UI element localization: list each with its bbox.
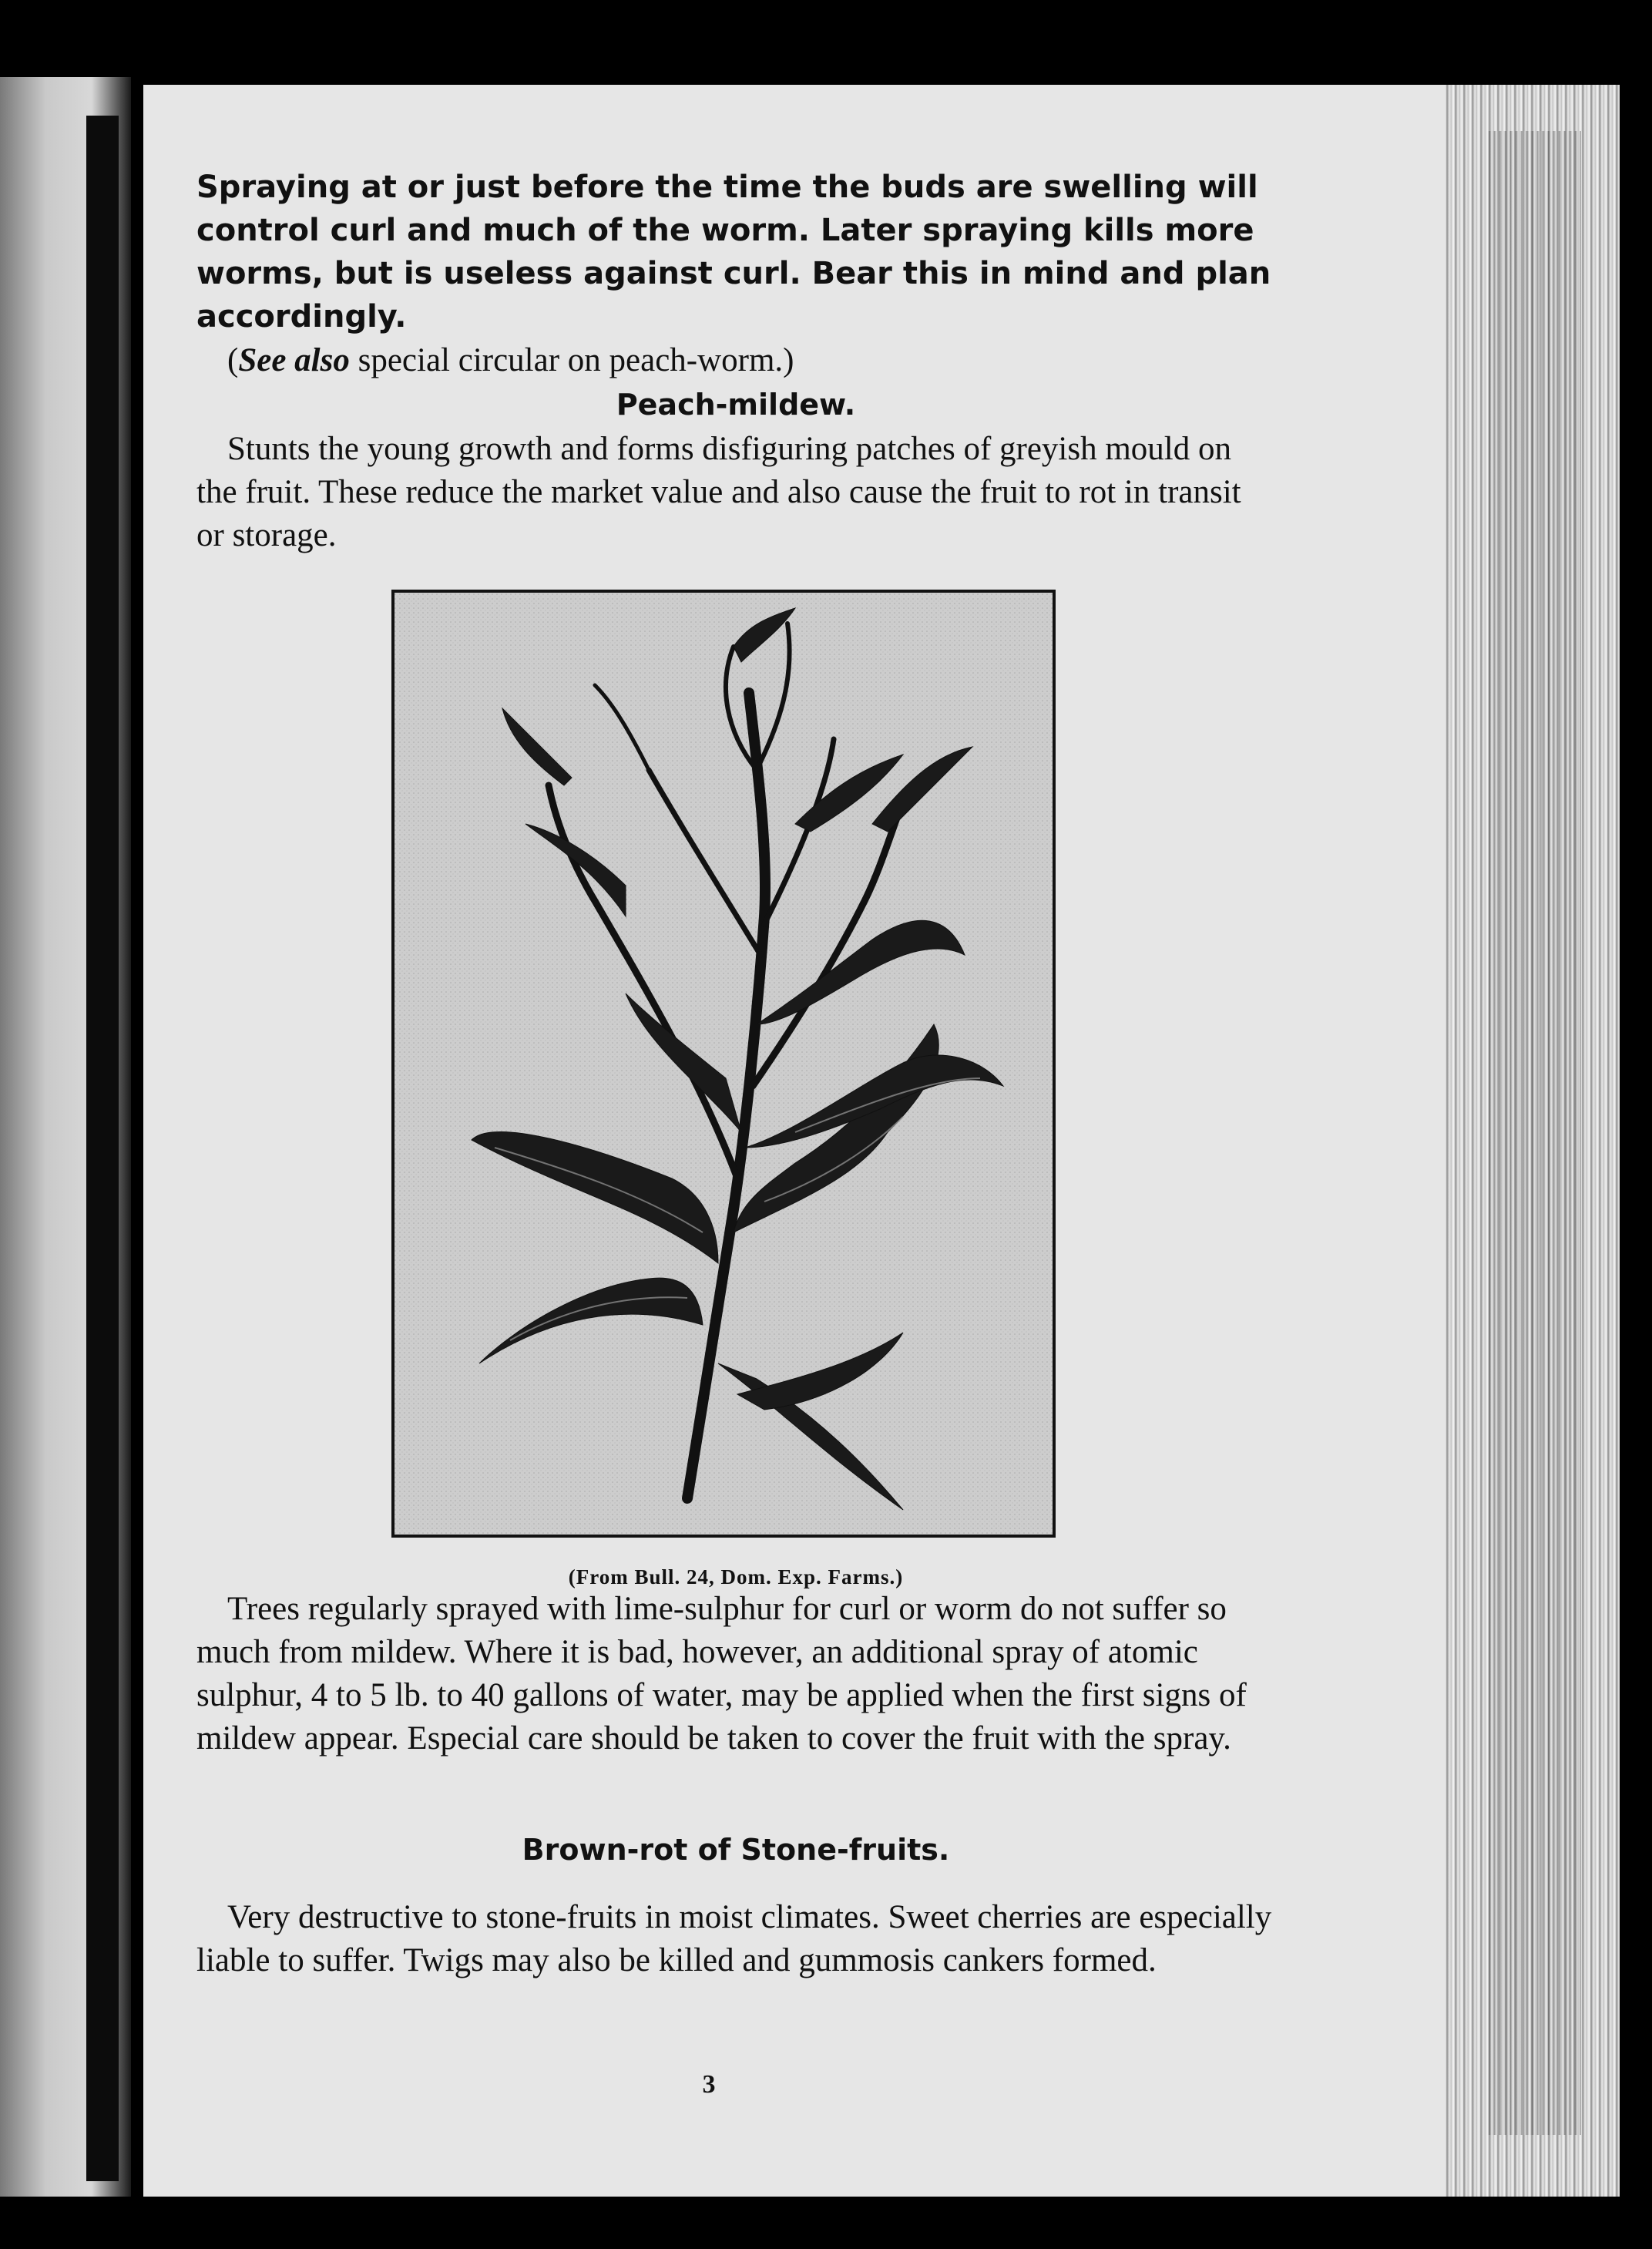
figure-peach-mildew-twig: [391, 590, 1056, 1538]
paragraph-mildew: Stunts the young growth and forms disfiguring patches of greyish mould on the fruit. These reduce the market value and also cause the fruit to rot in transit or storage.: [196, 431, 1241, 553]
see-also-note: [227, 339, 1306, 382]
page-number: 3: [702, 2070, 716, 2099]
see-also-open-paren: (: [227, 342, 239, 378]
see-also-rest: special circular on peach-worm.): [349, 342, 794, 378]
page-stack-edge: [1435, 85, 1620, 2197]
paragraph-trees: Trees regularly sprayed with lime-sulphur for curl or worm do not suffer so much from mildew. Where it is bad, however, an additional spray of atomic sulphur, 4 to 5 lb. to 40 gallons of water, may be applied when the first signs of mildew appear. Especial care should be taken to cover the fruit with the spray.: [196, 1591, 1247, 1757]
paragraph-brown-rot: Very destructive to stone-fruits in moist climates. Sweet cherries are especially liable to suffer. Twigs may also be killed and gummosis cankers formed.: [196, 1899, 1272, 1978]
heading-peach-mildew: Peach-mildew.: [616, 388, 856, 422]
paragraph-spraying: Spraying at or just before the time the buds are swelling will control curl and much of the worm. Later spraying kills more worms, but is useless against curl. Bear this in mind and plan accordingly.: [196, 170, 1271, 334]
see-also-italic: See also: [238, 342, 350, 378]
book-gutter: [86, 116, 119, 2181]
heading-brown-rot: Brown-rot of Stone-fruits.: [522, 1833, 950, 1867]
twig-illustration: [395, 593, 1053, 1535]
figure-caption: (From Bull. 24, Dom. Exp. Farms.): [568, 1565, 904, 1588]
